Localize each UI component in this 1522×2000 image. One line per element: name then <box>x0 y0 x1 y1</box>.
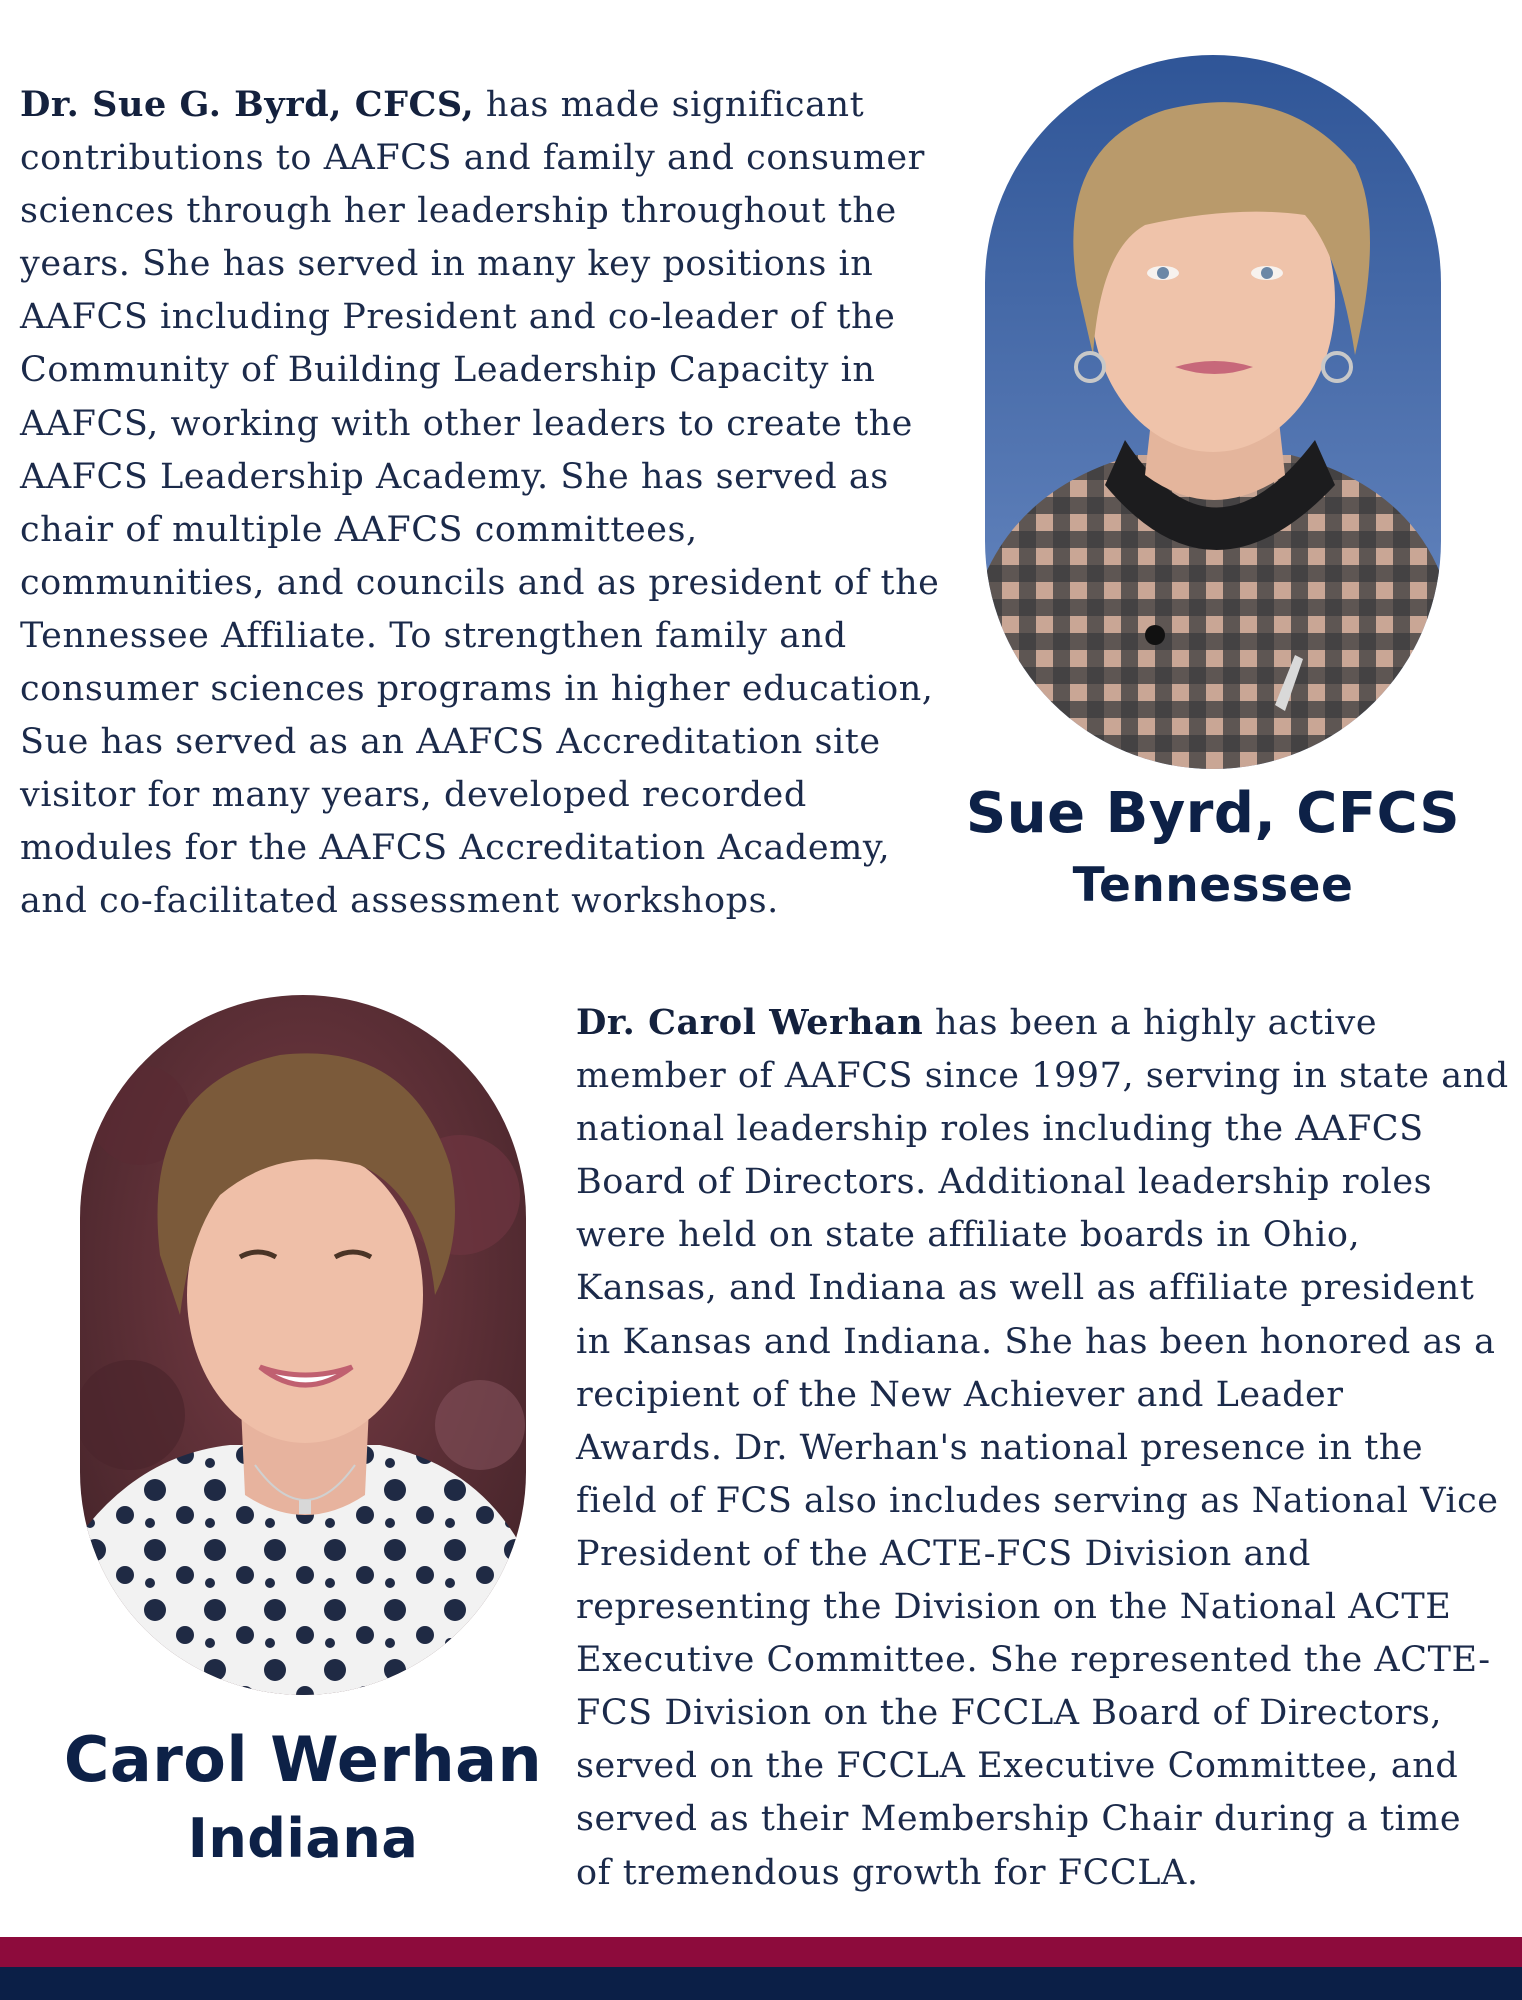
bio-line: of tremendous growth for FCCLA. <box>576 1852 1199 1893</box>
bio-line: AAFCS Leadership Academy. She has served as <box>20 456 889 497</box>
bio-line: FCS Division on the FCCLA Board of Directors, <box>576 1693 1443 1734</box>
bio-carol-werhan <box>576 996 1516 1900</box>
profile-state: Indiana <box>187 1807 419 1870</box>
bio-line: modules for the AAFCS Accreditation Academy, <box>20 828 891 869</box>
bio-line: chair of multiple AAFCS committees, <box>20 509 698 550</box>
bio-line: representing the Division on the National ACTE <box>576 1587 1452 1628</box>
footer-band-navy <box>0 1967 1522 2000</box>
profile-state: Tennessee <box>1072 858 1354 913</box>
bio-line: served as their Membership Chair during a time <box>576 1799 1462 1840</box>
bio-lead-name: Dr. Sue G. Byrd, CFCS, <box>20 84 475 125</box>
bio-line: Tennessee Affiliate. To strengthen family and <box>20 615 847 656</box>
bio-line: in Kansas and Indiana. She has been honored as a <box>576 1321 1496 1362</box>
bio-line: Board of Directors. Additional leadership roles <box>576 1162 1433 1203</box>
bio-line: Executive Committee. She represented the ACTE- <box>576 1640 1491 1681</box>
portrait-sue-byrd <box>985 55 1441 769</box>
bio-line: years. She has served in many key positions in <box>20 244 874 285</box>
bio-lead-name: Dr. Carol Werhan <box>576 1002 924 1043</box>
bio-line: member of AAFCS since 1997, serving in state and <box>576 1056 1509 1097</box>
bio-line: sciences through her leadership throughout the <box>20 191 897 232</box>
bio-line: AAFCS, working with other leaders to create the <box>20 403 913 444</box>
portrait-photo <box>985 55 1441 769</box>
bio-line: Kansas, and Indiana as well as affiliate president <box>576 1268 1475 1309</box>
bio-line: AAFCS including President and co-leader of the <box>20 297 896 338</box>
bio-line: and co-facilitated assessment workshops. <box>20 881 779 922</box>
bio-line: President of the ACTE-FCS Division and <box>576 1533 1312 1574</box>
bio-line: served on the FCCLA Executive Committee, and <box>576 1746 1459 1787</box>
bio-line: communities, and councils and as president of the <box>20 562 940 603</box>
profile-name: Sue Byrd, CFCS <box>965 781 1461 846</box>
bio-line: Dr. Sue G. Byrd, CFCS, has made significant <box>20 84 865 125</box>
bio-line: contributions to AAFCS and family and consumer <box>20 138 925 179</box>
bio-line: visitor for many years, developed recorded <box>20 775 807 816</box>
bio-line: consumer sciences programs in higher education, <box>20 669 934 710</box>
bio-line: national leadership roles including the AAFCS <box>576 1109 1424 1150</box>
profile-name: Carol Werhan <box>63 1723 543 1796</box>
bio-line: recipient of the New Achiever and Leader <box>576 1374 1344 1415</box>
bio-line: field of FCS also includes serving as National Vice <box>576 1480 1499 1521</box>
bio-sue-byrd <box>20 78 950 929</box>
bio-line: were held on state affiliate boards in Ohio, <box>576 1215 1361 1256</box>
footer-band-crimson <box>0 1937 1522 1967</box>
portrait-photo <box>80 995 526 1695</box>
bio-line: Awards. Dr. Werhan's national presence in the <box>576 1427 1424 1468</box>
bio-line: Sue has served as an AAFCS Accreditation site <box>20 722 881 763</box>
bio-line: Dr. Carol Werhan has been a highly active <box>576 1002 1378 1043</box>
bio-line: Community of Building Leadership Capacity in <box>20 350 876 391</box>
portrait-carol-werhan <box>80 995 526 1695</box>
